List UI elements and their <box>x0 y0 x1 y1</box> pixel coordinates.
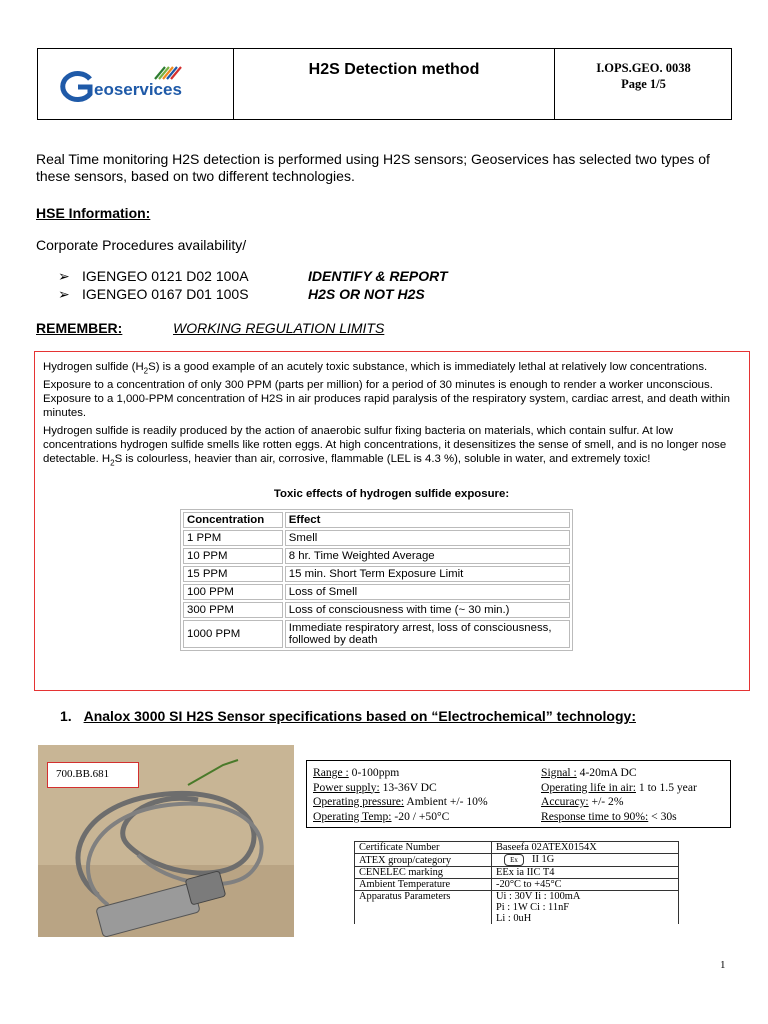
table-row: 1000 PPM Immediate respiratory arrest, loss of consciousness, followed by death <box>183 620 570 648</box>
page-indicator: Page 1/5 <box>621 77 666 91</box>
document-header <box>37 48 732 120</box>
spec-column-left <box>313 766 488 824</box>
sensor-photo <box>38 745 294 937</box>
toxic-table-title: Toxic effects of hydrogen sulfide exposure: <box>273 488 510 500</box>
table-row: Ambient Temperature -20°C to +45°C <box>355 879 679 891</box>
procedure-item <box>58 268 558 286</box>
column-header: Concentration <box>183 512 283 528</box>
page-number: 1 <box>720 959 726 971</box>
table-row: 300 PPM Loss of consciousness with time (~ 30 min.) <box>183 602 570 618</box>
column-header: Effect <box>285 512 570 528</box>
table-row: 15 PPM 15 min. Short Term Exposure Limit <box>183 566 570 582</box>
arrow-bullet-icon: ➢ <box>58 268 70 284</box>
spec-item: Range : 0-100ppm <box>313 766 400 779</box>
procedures-label: Corporate Procedures availability/ <box>36 237 247 253</box>
procedure-code: IGENGEO 0121 D02 100A <box>82 268 249 284</box>
table-row: ATEX group/category Ex II 1G <box>355 854 679 867</box>
procedures-list <box>58 268 558 304</box>
spec-item: Signal : 4-20mA DC <box>541 766 637 779</box>
document-reference <box>555 60 732 92</box>
table-row: CENELEC marking EEx ia IIC T4 <box>355 867 679 879</box>
section-number: 1. <box>60 708 72 724</box>
doc-ref-code: I.OPS.GEO. 0038 <box>596 61 691 75</box>
remember-label: REMEMBER: <box>36 320 123 336</box>
table-row: 10 PPM 8 hr. Time Weighted Average <box>183 548 570 564</box>
h2s-info-box <box>34 351 750 691</box>
procedure-code: IGENGEO 0167 D01 100S <box>82 286 249 302</box>
table-row: 100 PPM Loss of Smell <box>183 584 570 600</box>
table-row: Certificate Number Baseefa 02ATEX0154X <box>355 842 679 854</box>
spec-item: Power supply: 13-36V DC <box>313 780 437 794</box>
photo-label: 700.BB.681 <box>47 762 139 788</box>
spec-item: Accuracy: +/- 2% <box>541 795 624 808</box>
svg-text:eoservices: eoservices <box>94 80 182 99</box>
spec-item: Operating Temp: -20 / +50°C <box>313 809 450 823</box>
sensor-specifications <box>306 760 731 828</box>
table-row: Apparatus Parameters Ui : 30V Ii : 100mA <box>355 891 679 903</box>
section-1-heading <box>60 708 636 724</box>
document-title: H2S Detection method <box>308 61 480 78</box>
geoservices-logo <box>60 63 220 105</box>
spec-item: Operating pressure: Ambient +/- 10% <box>313 795 488 808</box>
procedure-title: IDENTIFY & REPORT <box>308 268 448 284</box>
toxic-effects-table <box>180 509 573 651</box>
info-paragraph-2: Hydrogen sulfide is readily produced by the action of anaerobic sulfur fixing bacteria on materials, which contain sulfur. At low concentrations hydrogen sulfide smells like rotten eggs. At high concentrations, it desensitizes the sense of smell, and is no longer nose detectable. $H_2S$ is colourless, heavier than air, corrosive, flammable (LEL is 4.3 %), soluble in water, and extremely toxic! <box>43 425 727 468</box>
info-paragraph-1: Hydrogen sulfide $(H_2S)$ is a good example of an acutely toxic substance, which is immediately lethal at relatively low concentrations. Exposure to a concentration of only 300 PPM (parts per million) for a period of 30 minutes is enough to render a worker unconscious. Exposure to a 1,000-PPM concentration of H2S in air produces rapid paralysis of the respiratory system, cardiac arrest, and death within minutes. <box>43 361 730 420</box>
intro-paragraph: Real Time monitoring H2S detection is performed using H2S sensors; Geoservices has selected two types of these sensors, based on two different technologies. <box>36 151 710 184</box>
procedure-title: H2S OR NOT H2S <box>308 286 425 302</box>
certification-table: Certificate Number Baseefa 02ATEX0154X ATEX group/category Ex II 1G CENELEC marking EEx ia IIC T4 Ambient Temperature -20°C to +45°C Apparatus Parameters Ui : 30V Ii : 100mA Pi : 1W Ci : 11nF Li : 0uH <box>354 841 679 924</box>
table-header-row <box>183 512 570 528</box>
table-row: 1 PPM Smell <box>183 530 570 546</box>
procedure-item <box>58 286 558 304</box>
arrow-bullet-icon: ➢ <box>58 286 70 302</box>
spec-item: Response time to 90%: < 30s <box>541 809 677 823</box>
spec-column-right <box>541 766 697 824</box>
ex-hexagon-icon: Ex <box>504 854 524 866</box>
logo-stripes <box>155 67 181 79</box>
hse-heading: HSE Information: <box>36 205 151 221</box>
spec-item: Operating life in air: 1 to 1.5 year <box>541 780 697 794</box>
remember-text: WORKING REGULATION LIMITS <box>173 320 385 336</box>
section-title: Analox 3000 SI H2S Sensor specifications based on “Electrochemical” technology: <box>83 708 636 724</box>
